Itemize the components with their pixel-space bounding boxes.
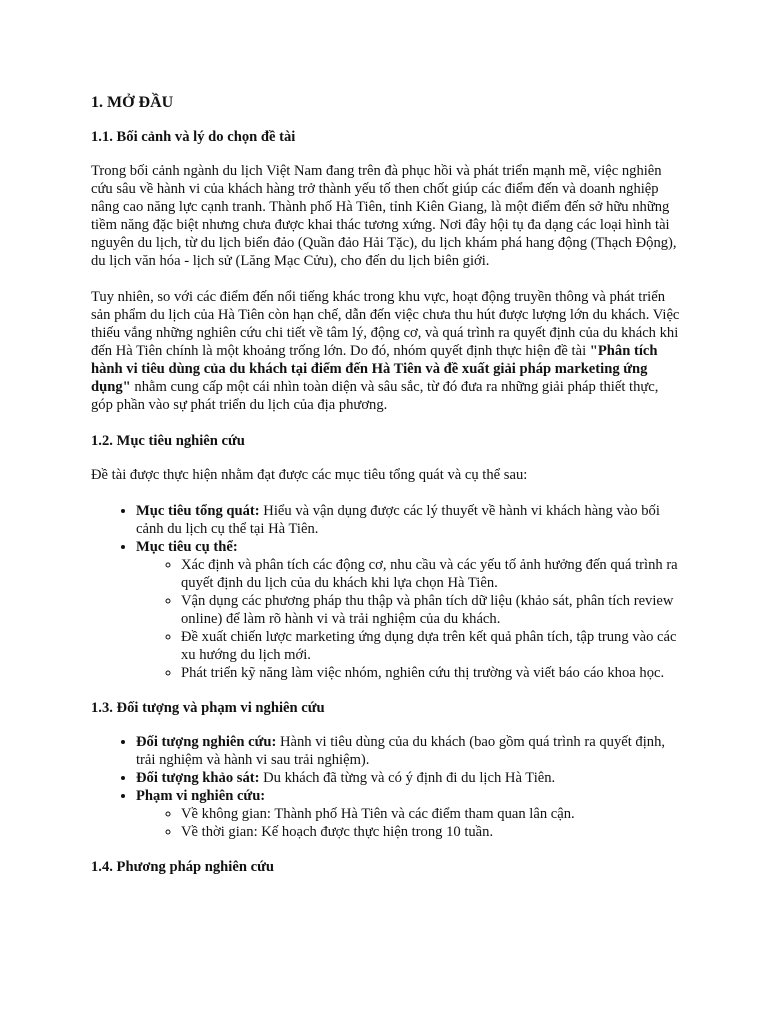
list-item-label: Đối tượng nghiên cứu: — [136, 734, 277, 750]
list-item-label: Mục tiêu tổng quát: — [136, 503, 260, 519]
list-item — [136, 538, 683, 682]
list-item — [136, 502, 683, 538]
rationale-text-after: nhằm cung cấp một cái nhìn toàn diện và sâu sắc, từ đó đưa ra những giải pháp thiết thực, góp phần vào sự phát triển du lịch của địa phương. — [91, 379, 659, 413]
subsection-title-1-4: 1.4. Phương pháp nghiên cứu — [91, 859, 274, 875]
scope-sub-list — [136, 805, 683, 841]
paragraph-context: Trong bối cảnh ngành du lịch Việt Nam đang trên đà phục hồi và phát triển mạnh mẽ, việc nghiên cứu sâu về hành vi của khách hàng trở thành yếu tố then chốt giúp các điểm đến và doanh nghiệp nâng cao năng lực cạnh tranh. Thành phố Hà Tiên, tỉnh Kiên Giang, là một điểm đến sở hữu những tiềm năng đặc biệt nhưng chưa được khai thác tương xứng. Nơi đây hội tụ đa dạng các loại hình tài nguyên du lịch, từ du lịch biển đảo (Quần đảo Hải Tặc), du lịch khám phá hang động (Thạch Động), du lịch văn hóa - lịch sử (Lăng Mạc Cửu), cho đến du lịch biên giới. — [91, 163, 677, 269]
list-item-text: Du khách đã từng và có ý định đi du lịch Hà Tiên. — [259, 770, 556, 786]
section-heading: 1. MỞ ĐẦU — [91, 94, 174, 111]
scope-list — [91, 733, 683, 841]
list-item-label: Phạm vi nghiên cứu: — [136, 788, 266, 804]
sub-list-item: ◦ Về thời gian: Kế hoạch được thực hiện trong 10 tuần. — [181, 823, 683, 841]
objectives-intro: Đề tài được thực hiện nhằm đạt được các mục tiêu tổng quát và cụ thể sau: — [91, 467, 528, 483]
list-item-text: Hành vi tiêu dùng của du khách (bao gồm quá trình ra quyết định, trải nghiệm và hành vi sau trải nghiệm). — [136, 734, 666, 768]
list-item-label: Đối tượng khảo sát: — [136, 770, 260, 786]
list-item — [136, 733, 683, 769]
list-item — [136, 769, 683, 787]
sub-list-item: ◦ Xác định và phân tích các động cơ, nhu cầu và các yếu tố ảnh hưởng đến quá trình ra quyết định du lịch của du khách khi lựa chọn Hà Tiên. — [181, 556, 683, 592]
subsection-title-1-2: 1.2. Mục tiêu nghiên cứu — [91, 433, 245, 449]
document-content — [91, 92, 683, 892]
list-item-label: Mục tiêu cụ thể: — [136, 539, 238, 555]
list-item — [136, 787, 683, 841]
list-item-text: Hiểu và vận dụng được các lý thuyết về hành vi khách hàng vào bối cảnh du lịch cụ thể tại Hà Tiên. — [136, 503, 660, 537]
subsection-title-1-3: 1.3. Đối tượng và phạm vi nghiên cứu — [91, 700, 325, 716]
specific-objectives-list — [136, 556, 683, 682]
sub-list-item: ◦ Về không gian: Thành phố Hà Tiên và các điểm tham quan lân cận. — [181, 805, 683, 823]
topic-title-bold: "Phân tích hành vi tiêu dùng của du khách tại điểm đến Hà Tiên và đề xuất giải pháp marketing ứng dụng" — [91, 343, 658, 395]
subsection-title-1-1: 1.1. Bối cảnh và lý do chọn đề tài — [91, 129, 296, 145]
sub-list-item: ◦ Vận dụng các phương pháp thu thập và phân tích dữ liệu (khảo sát, phân tích review online) để làm rõ hành vi và trải nghiệm của du khách. — [181, 592, 683, 628]
sub-list-item: ◦ Đề xuất chiến lược marketing ứng dụng dựa trên kết quả phân tích, tập trung vào các xu hướng du lịch mới. — [181, 628, 683, 664]
objectives-list — [91, 502, 683, 682]
paragraph-rationale — [91, 288, 683, 414]
sub-list-item: ◦ Phát triển kỹ năng làm việc nhóm, nghiên cứu thị trường và viết báo cáo khoa học. — [181, 664, 683, 682]
rationale-text-before: Tuy nhiên, so với các điểm đến nổi tiếng khác trong khu vực, hoạt động truyền thông và phát triển sản phẩm du lịch của Hà Tiên còn hạn chế, dẫn đến việc chưa thu hút được lượng lớn du khách. Việc thiếu vắng những nghiên cứu chi tiết về tâm lý, động cơ, và quá trình ra quyết định của du khách khi đến Hà Tiên chính là một khoảng trống lớn. Do đó, nhóm quyết định thực hiện đề tài — [91, 289, 680, 359]
